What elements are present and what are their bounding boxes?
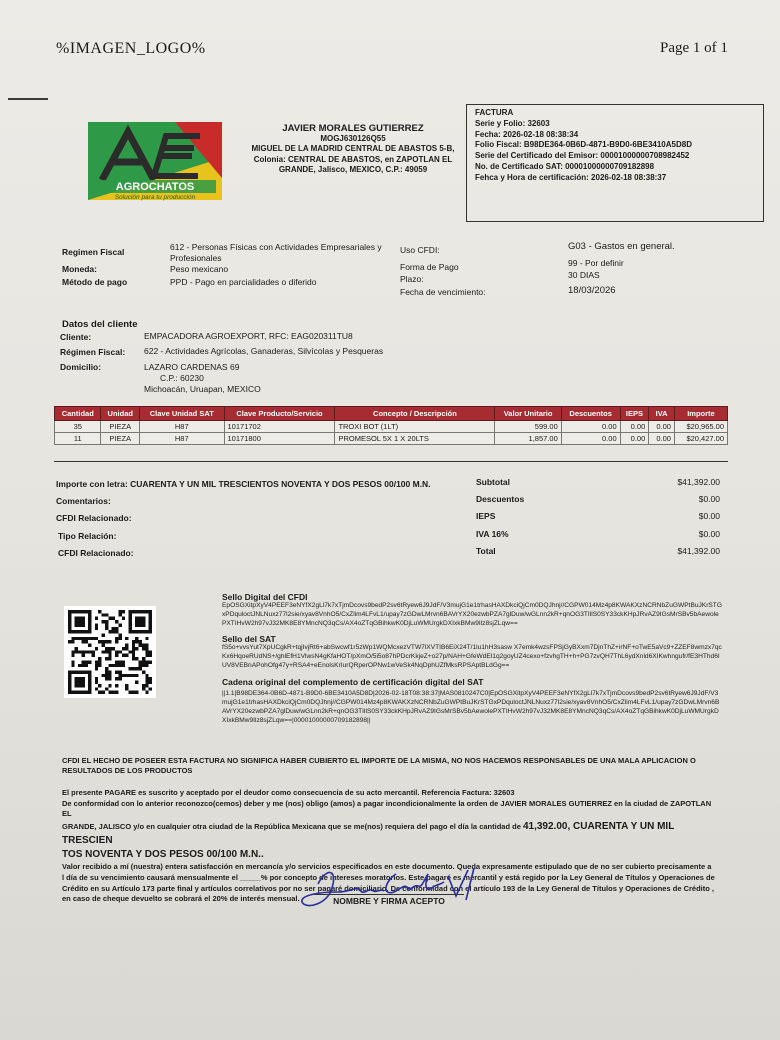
table-cell: 0.00 xyxy=(620,421,649,433)
table-cell: 0.00 xyxy=(561,421,620,433)
table-cell: 0.00 xyxy=(649,433,675,445)
currency-value: Peso mexicano xyxy=(170,264,229,274)
certification-datetime: Fehca y Hora de certificación: 2026-02-18 08:38:37 xyxy=(475,172,667,182)
payment-method-label: Método de pago xyxy=(62,277,128,287)
table-header-cell: Clave Producto/Servicio xyxy=(224,407,335,421)
totals-value: $0.00 xyxy=(698,528,720,539)
items-table xyxy=(54,406,728,445)
invoice-fiscal-folio: Folio Fiscal: B98DE364-0B6D-4871-B9D0-6BE3410A5D8D xyxy=(475,140,692,150)
related-cfdis-label: CFDI Relacionado: xyxy=(58,548,134,558)
currency-label: Moneda: xyxy=(62,264,97,274)
totals-block xyxy=(476,477,720,563)
totals-label: Descuentos xyxy=(476,494,525,505)
term-label: Plazo: xyxy=(400,274,424,284)
table-header-row xyxy=(55,407,728,421)
relation-type-label: Tipo Relación: xyxy=(58,531,117,541)
pagare-text: GRANDE, JALISCO y/o en cualquier otra ciudad de la República Mexicana que se me(nos) requiera del pago el día la cantidad de xyxy=(62,821,521,831)
sat-seal-text: fS5o+vvsYut7XpUCgkR+tqjIvjRt6+abSwcwf1r5zWp1WQMcxezVTW7lXVTIB6EiX24T/1lu1hH3sasw X7emk4wzsFPSjGyBXxm7DjnThZ+irNF+oTwE5aVc9+ZZEF8wmzx7qcKx6HqoeRUdNS+/ghlEfH1VlwsN4gKfaHOT/pXmO/5i5o87hPDcrKkjeZ+o27p/NAH+GfeWdEl1q2goyUZ4cexo+fzvhgTH+h+PG7zvQH7ThL6ydXnld6XIKwhngufr/fE3HThd6IUV8VEBnAPohOfg47y+RSA4+eEnolsKrIurQRperOPNw1wVeSk4NqDphUZfMksRPSAptBLdGg== xyxy=(222,644,722,669)
totals-label: Subtotal xyxy=(476,477,510,487)
totals-label: Total xyxy=(476,545,496,556)
table-cell: 0.00 xyxy=(620,433,649,445)
payment-method-value: PPD - Pago en parcialidades o diferido xyxy=(170,277,317,287)
amount-in-words: Importe con letra: CUARENTA Y UN MIL TRESCIENTOS NOVENTA Y DOS PESOS 00/100 M.N. xyxy=(56,479,431,489)
cfdi-seal-section xyxy=(222,592,722,629)
payment-form-label: Forma de Pago xyxy=(400,262,459,272)
client-regimen: 622 - Actividades Agrícolas, Ganaderas, Silvícolas y Pesqueras xyxy=(144,346,384,356)
company-logo xyxy=(80,118,230,206)
table-header-cell: IVA xyxy=(649,407,675,421)
table-header-cell: Unidad xyxy=(101,407,140,421)
regimen-value xyxy=(170,242,396,264)
totals-label: IVA 16% xyxy=(476,528,509,539)
issuer-address-line: Colonia: CENTRAL DE ABASTOS, en ZAPOTLAN EL xyxy=(253,154,453,164)
totals-row xyxy=(476,546,720,563)
due-date-label: Fecha de vencimiento: xyxy=(400,287,486,297)
table-header-cell: Descuentos xyxy=(561,407,620,421)
pagare-line: El presente PAGARE es suscrito y aceptado por el deudor como consecuencia de su acto mercantil. Referencia Factura: 32603 xyxy=(62,788,515,797)
disclaimer xyxy=(62,756,722,776)
totals-value: $0.00 xyxy=(698,494,720,505)
table-cell: H87 xyxy=(140,433,224,445)
signature-label: NOMBRE Y FIRMA ACEPTO xyxy=(314,894,464,906)
logo-placeholder-text: %IMAGEN_LOGO% xyxy=(56,40,206,57)
table-cell: PIEZA xyxy=(101,433,140,445)
totals-row xyxy=(476,529,720,546)
qr-code xyxy=(64,606,156,698)
cfdi-use-value: G03 - Gastos en general. xyxy=(568,241,675,252)
issuer-address-line: GRANDE, Jalisco, MEXICO, C.P.: 49059 xyxy=(278,165,428,175)
client-section-title: Datos del cliente xyxy=(62,319,138,330)
due-date-value: 18/03/2026 xyxy=(568,285,616,296)
related-cfdi-label: CFDI Relacionado: xyxy=(56,513,132,523)
table-cell: 1,857.00 xyxy=(495,433,561,445)
totals-row xyxy=(476,511,720,528)
table-header-cell: IEPS xyxy=(620,407,649,421)
table-row xyxy=(55,421,728,433)
logo-brand: AGROCHATOS xyxy=(115,181,195,193)
regimen-value-line: 612 - Personas Físicas con Actividades Empresariales y xyxy=(170,242,382,252)
table-cell: $20,965.00 xyxy=(674,421,727,433)
invoice-header-box xyxy=(466,104,764,222)
issuer-name: JAVIER MORALES GUTIERREZ xyxy=(282,123,424,134)
disclaimer-line: RESULTADOS DE LOS PRODUCTOS xyxy=(62,765,193,775)
pagare-amount-words: TOS NOVENTA Y DOS PESOS 00/100 M.N.. xyxy=(62,849,264,861)
pagare-line: en caso de cheque devuelto se cobrará el 20% de interés mensual. xyxy=(62,894,300,904)
totals-label: IEPS xyxy=(476,511,496,522)
table-cell: H87 xyxy=(140,421,224,433)
sat-seal-section xyxy=(222,634,722,671)
cfdi-use-label: Uso CFDI: xyxy=(400,245,440,255)
table-row xyxy=(55,433,728,445)
regimen-value-line: Profesionales xyxy=(170,253,222,264)
invoice-date: Fecha: 2026-02-18 08:38:34 xyxy=(475,129,579,139)
original-chain-text: ||1.1|B98DE364-0B6D-4871-B9D0-6BE3410A5D8D|2026-02-18T08:38:37|MAS0810247C0|EpOSGXitpXyV4PEEF3eNYfX2gLl7k7xTjmDcovs9bedP2sv6tRyew6J9JdF/V3mujG1e1trhasHAXDkciQjCm0DQJhnj//CGPW014Mz4p8KWAKXzNCRNbZuGWPtBuJKrSTGxPDquloctJNLNuxz77l2sie/xyav8VnhO5/CxZlim4LFvL1/upay7zGDwLMrvn6BAVrYX20ezwbPZA7glDuw/wGLnn2kR+qnOG3TIllS0SY33ckKHpJRvAZ9IGsMrSBv5bAewolePXTIHvW2h97vJ32MK8E8YMncNQ3qCs/AX4oZTqGBihkwK0DjLuWMUrgkDXIxkBMw9Ilz8sjZLqw==|00001000000709182898|| xyxy=(222,690,720,724)
table-header-cell: Clave Unidad SAT xyxy=(140,407,224,421)
table-header-cell: Cantidad xyxy=(55,407,101,421)
term-value: 30 DIAS xyxy=(568,270,600,280)
sat-certificate-number: No. de Certificado SAT: 00001000000709182898 xyxy=(475,161,655,171)
original-chain-title: Cadena original del complemento de certificación digital del SAT xyxy=(222,677,484,687)
table-cell: 0.00 xyxy=(561,433,620,445)
issuer-address-line: MIGUEL DE LA MADRID CENTRAL DE ABASTOS 5-B, xyxy=(251,144,455,154)
table-cell: PROMESOL 5X 1 X 20LTS xyxy=(335,433,495,445)
table-cell: 599.00 xyxy=(495,421,561,433)
cfdi-seal-title: Sello Digital del CFDI xyxy=(222,592,308,602)
divider xyxy=(54,461,728,462)
cfdi-seal-text: EpOSGXitpXyV4PEEF3eNYfX2gLl7k7xTjmDcovs9bedP2sv6tRyew6J9JdF/V3mujG1e1trhasHAXDkciQjCm0DQJhnj//CGPW014Mz4p8KWAKXzNCRNbZuGWPtBuJKrSTGxPDquloctJNLNuxz77l2sie/xyav8VnhO5/CxZlim4LFvL1/upay7zGDwLMrvn6BAVrYX20ezwbPZA7glDuw/wGLnn2kR+qnOG3TIllS0SY33ckKHpJRvAZ9IGsMrSBv5bAewolePXTIHvW2h97vJ32MK8E8YMncNQ3qCs/AX4oZTqGBihkwK0DjLuWMUrgkDXIxkBMw9Ilz8sjZLqw== xyxy=(222,602,722,627)
regimen-label: Regimen Fiscal xyxy=(62,247,125,257)
sat-seal-title: Sello del SAT xyxy=(222,634,276,644)
divider xyxy=(8,98,48,100)
table-cell: 10171800 xyxy=(224,433,335,445)
table-cell: 10171702 xyxy=(224,421,335,433)
totals-value: $41,392.00 xyxy=(677,545,720,556)
pagare-amount: 41,392.00, CUARENTA Y UN MIL TRESCIEN xyxy=(62,820,675,847)
client-regimen-label: Régimen Fiscal: xyxy=(60,347,126,357)
totals-value: $0.00 xyxy=(698,511,720,522)
table-cell: 0.00 xyxy=(649,421,675,433)
issuer-info xyxy=(248,123,458,176)
handwritten-signature xyxy=(298,862,488,914)
pagare-line: Crédito en su Artículo 173 parte final y artículos correlativos por no ser pagaré domiciliario. De conformidad con el artículo 193 de la Ley General de Títulos y Operaciones de Crédito , xyxy=(62,883,714,893)
disclaimer-line: CFDI EL HECHO DE POSEER ESTA FACTURA NO SIGNIFICA HABER CUBIERTO EL IMPORTE DE LA MISMA, NO NOS HACEMOS RESPONSABLES DE UNA MALA APLICACION O xyxy=(62,756,696,765)
client-address-line: Michoacán, Uruapan, MEXICO xyxy=(144,384,261,394)
table-header-cell: Valor Unitario xyxy=(495,407,561,421)
totals-row xyxy=(476,477,720,494)
table-cell: $20,427.00 xyxy=(674,433,727,445)
totals-value: $41,392.00 xyxy=(677,477,720,487)
issuer-certificate-serial: Serie del Certificado del Emisor: 00001000000708982452 xyxy=(475,151,690,161)
table-cell: PIEZA xyxy=(101,421,140,433)
client-name: EMPACADORA AGROEXPORT, RFC: EAG020311TU8 xyxy=(144,331,353,341)
table-cell: 11 xyxy=(55,433,101,445)
client-label: Cliente: xyxy=(60,332,92,342)
pagare-line: l día de su vencimiento causará mensualmente el _____% por concepto de intereses moratorios. Este pagaré es mercantil y está regido por la Ley General de Títulos y Operaciones de xyxy=(62,873,715,883)
invoice-title: FACTURA xyxy=(475,108,514,117)
pagare-line xyxy=(62,820,722,848)
table-cell: TROXI BOT (1LT) xyxy=(335,421,495,433)
client-address-line: C.P.: 60230 xyxy=(160,373,204,383)
comments-label: Comentarios: xyxy=(56,496,111,506)
logo-tagline: Solución para tu producción xyxy=(114,194,196,201)
pagare-line: Valor recibido a mí (nuestra) entera satisfacción en mercancía y/o servicios especificados en este documento. Queda expresamente estipulado que de no ser cubierto precisamente a xyxy=(62,862,712,872)
totals-row xyxy=(476,494,720,511)
original-chain-section xyxy=(222,677,722,726)
issuer-rfc: MOGJ630126Q55 xyxy=(320,134,386,143)
client-address-label: Domicilio: xyxy=(60,362,102,372)
table-cell: 35 xyxy=(55,421,101,433)
invoice-serie-folio: Serie y Folio: 32603 xyxy=(475,118,550,128)
pagare-line: De conformidad con lo anterior reconozco(cemos) deber y me (nos) obligo (amos) a pagar incondicionalmente la orden de JAVIER MORALES GUTIERREZ en la ciudad de ZAPOTLAN EL xyxy=(62,798,712,819)
client-address-line: LAZARO CARDENAS 69 xyxy=(144,362,240,372)
payment-form-value: 99 - Por definir xyxy=(568,258,624,268)
page-number: Page 1 of 1 xyxy=(660,40,728,56)
table-header-cell: Concepto / Descripción xyxy=(335,407,495,421)
table-header-cell: Importe xyxy=(674,407,727,421)
